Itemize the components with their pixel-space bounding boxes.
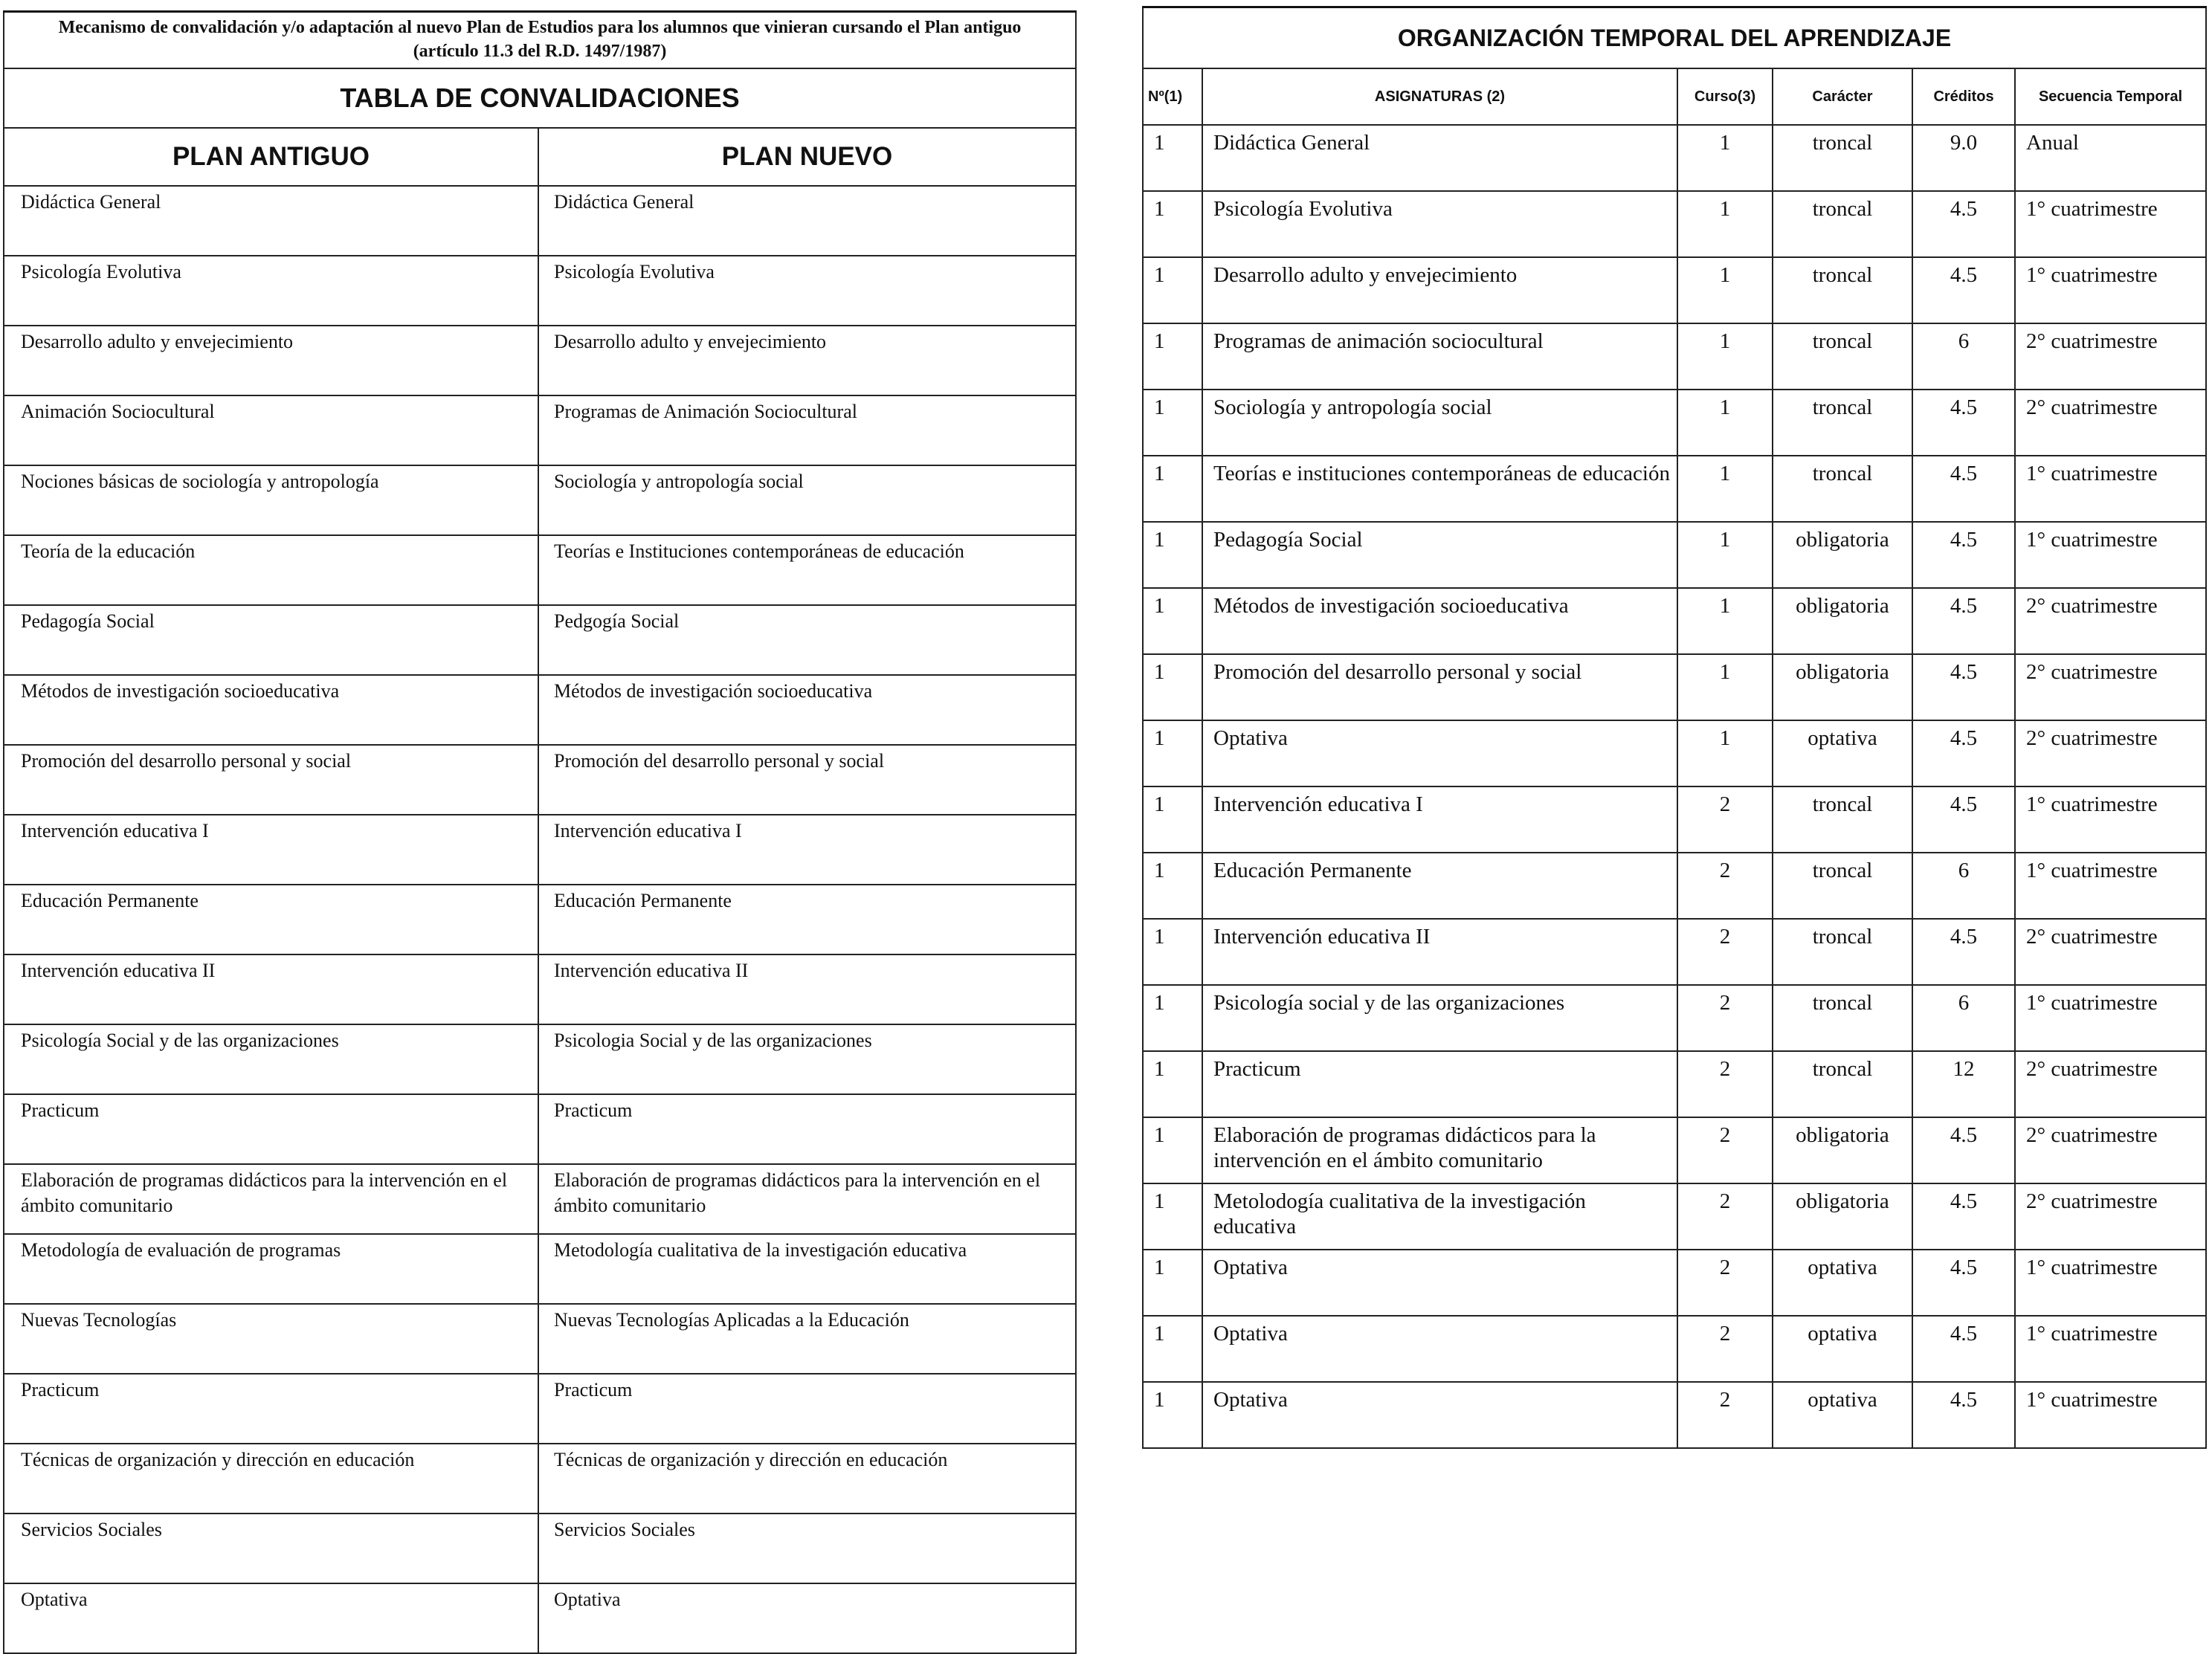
time-sequence: 1° cuatrimestre bbox=[2015, 1382, 2206, 1448]
schedule-row bbox=[1143, 985, 2206, 1051]
schedule-row bbox=[1143, 323, 2206, 390]
convalidation-row bbox=[4, 605, 1076, 675]
subject-name: Métodos de investigación socioeducativa bbox=[1202, 588, 1677, 654]
schedule-row bbox=[1143, 1250, 2206, 1316]
time-sequence: 1° cuatrimestre bbox=[2015, 985, 2206, 1051]
convalidation-row bbox=[4, 186, 1076, 256]
old-plan-subject: Educación Permanente bbox=[4, 885, 538, 954]
subject-name: Practicum bbox=[1202, 1051, 1677, 1117]
credits-value: 4.5 bbox=[1912, 1117, 2015, 1183]
subject-character: obligatoria bbox=[1773, 588, 1912, 654]
subject-character: troncal bbox=[1773, 390, 1912, 456]
course-year: 2 bbox=[1677, 1250, 1773, 1316]
subject-name: Elaboración de programas didácticos para la intervención en el ámbito comunitario bbox=[1202, 1117, 1677, 1183]
course-year: 2 bbox=[1677, 1316, 1773, 1382]
column-header-old-plan: PLAN ANTIGUO bbox=[4, 128, 538, 186]
row-number: 1 bbox=[1143, 1117, 1202, 1183]
old-plan-subject: Intervención educativa II bbox=[4, 954, 538, 1024]
schedule-row bbox=[1143, 456, 2206, 522]
schedule-table bbox=[1142, 6, 2207, 1449]
time-sequence: 2° cuatrimestre bbox=[2015, 323, 2206, 390]
subject-name: Didáctica General bbox=[1202, 125, 1677, 191]
row-number: 1 bbox=[1143, 125, 1202, 191]
course-year: 1 bbox=[1677, 191, 1773, 257]
subject-name: Pedagogía Social bbox=[1202, 522, 1677, 588]
new-plan-subject: Psicologia Social y de las organizaciones bbox=[538, 1024, 1076, 1094]
course-year: 2 bbox=[1677, 1183, 1773, 1250]
convalidation-row bbox=[4, 815, 1076, 885]
subject-character: troncal bbox=[1773, 1051, 1912, 1117]
new-plan-subject: Didáctica General bbox=[538, 186, 1076, 256]
schedule-row bbox=[1143, 522, 2206, 588]
subject-name: Promoción del desarrollo personal y social bbox=[1202, 654, 1677, 720]
new-plan-subject: Programas de Animación Sociocultural bbox=[538, 395, 1076, 465]
convalidation-row bbox=[4, 885, 1076, 954]
schedule-row bbox=[1143, 1117, 2206, 1183]
row-number: 1 bbox=[1143, 390, 1202, 456]
schedule-row bbox=[1143, 786, 2206, 853]
convalidation-rows bbox=[4, 186, 1076, 1653]
time-sequence: 1° cuatrimestre bbox=[2015, 522, 2206, 588]
convalidation-row bbox=[4, 465, 1076, 535]
new-plan-subject: Sociología y antropología social bbox=[538, 465, 1076, 535]
schedule-row bbox=[1143, 1316, 2206, 1382]
time-sequence: 2° cuatrimestre bbox=[2015, 654, 2206, 720]
row-number: 1 bbox=[1143, 919, 1202, 985]
column-header-character: Carácter bbox=[1773, 68, 1912, 125]
course-year: 2 bbox=[1677, 786, 1773, 853]
convalidation-row bbox=[4, 1444, 1076, 1514]
credits-value: 4.5 bbox=[1912, 1316, 2015, 1382]
subject-name: Optativa bbox=[1202, 720, 1677, 786]
old-plan-subject: Intervención educativa I bbox=[4, 815, 538, 885]
credits-value: 12 bbox=[1912, 1051, 2015, 1117]
row-number: 1 bbox=[1143, 1051, 1202, 1117]
row-number: 1 bbox=[1143, 786, 1202, 853]
convalidation-row bbox=[4, 1234, 1076, 1304]
row-number: 1 bbox=[1143, 191, 1202, 257]
time-sequence: 2° cuatrimestre bbox=[2015, 1183, 2206, 1250]
course-year: 1 bbox=[1677, 522, 1773, 588]
row-number: 1 bbox=[1143, 985, 1202, 1051]
credits-value: 9.0 bbox=[1912, 125, 2015, 191]
subject-character: obligatoria bbox=[1773, 522, 1912, 588]
credits-value: 6 bbox=[1912, 323, 2015, 390]
course-year: 1 bbox=[1677, 456, 1773, 522]
credits-value: 4.5 bbox=[1912, 522, 2015, 588]
old-plan-subject: Optativa bbox=[4, 1583, 538, 1653]
new-plan-subject: Psicología Evolutiva bbox=[538, 256, 1076, 326]
convalidation-row bbox=[4, 1024, 1076, 1094]
convalidation-row bbox=[4, 395, 1076, 465]
subject-name: Optativa bbox=[1202, 1250, 1677, 1316]
credits-value: 4.5 bbox=[1912, 786, 2015, 853]
subject-character: optativa bbox=[1773, 1250, 1912, 1316]
old-plan-subject: Promoción del desarrollo personal y social bbox=[4, 745, 538, 815]
course-year: 2 bbox=[1677, 853, 1773, 919]
schedule-rows bbox=[1143, 125, 2206, 1448]
credits-value: 4.5 bbox=[1912, 456, 2015, 522]
course-year: 1 bbox=[1677, 654, 1773, 720]
new-plan-subject: Desarrollo adulto y envejecimiento bbox=[538, 326, 1076, 395]
credits-value: 6 bbox=[1912, 853, 2015, 919]
old-plan-subject: Psicología Evolutiva bbox=[4, 256, 538, 326]
subject-character: optativa bbox=[1773, 1382, 1912, 1448]
convalidation-panel bbox=[3, 10, 1075, 1654]
row-number: 1 bbox=[1143, 257, 1202, 323]
row-number: 1 bbox=[1143, 522, 1202, 588]
new-plan-subject: Métodos de investigación socioeducativa bbox=[538, 675, 1076, 745]
subject-character: troncal bbox=[1773, 456, 1912, 522]
old-plan-subject: Pedagogía Social bbox=[4, 605, 538, 675]
subject-character: optativa bbox=[1773, 1316, 1912, 1382]
subject-character: optativa bbox=[1773, 720, 1912, 786]
column-header-number: Nº(1) bbox=[1143, 68, 1202, 125]
column-header-sequence: Secuencia Temporal bbox=[2015, 68, 2206, 125]
new-plan-subject: Servicios Sociales bbox=[538, 1514, 1076, 1583]
row-number: 1 bbox=[1143, 323, 1202, 390]
convalidation-row bbox=[4, 535, 1076, 605]
subject-character: obligatoria bbox=[1773, 1117, 1912, 1183]
new-plan-subject: Técnicas de organización y dirección en educación bbox=[538, 1444, 1076, 1514]
subject-character: obligatoria bbox=[1773, 1183, 1912, 1250]
credits-value: 4.5 bbox=[1912, 191, 2015, 257]
subject-character: troncal bbox=[1773, 786, 1912, 853]
time-sequence: 1° cuatrimestre bbox=[2015, 257, 2206, 323]
subject-character: troncal bbox=[1773, 985, 1912, 1051]
old-plan-subject: Desarrollo adulto y envejecimiento bbox=[4, 326, 538, 395]
time-sequence: 2° cuatrimestre bbox=[2015, 919, 2206, 985]
row-number: 1 bbox=[1143, 1183, 1202, 1250]
subject-character: troncal bbox=[1773, 191, 1912, 257]
old-plan-subject: Elaboración de programas didácticos para la intervención en el ámbito comunitario bbox=[4, 1164, 538, 1234]
subject-name: Psicología Evolutiva bbox=[1202, 191, 1677, 257]
credits-value: 4.5 bbox=[1912, 1382, 2015, 1448]
subject-name: Psicología social y de las organizaciones bbox=[1202, 985, 1677, 1051]
subject-name: Desarrollo adulto y envejecimiento bbox=[1202, 257, 1677, 323]
subject-name: Optativa bbox=[1202, 1382, 1677, 1448]
schedule-row bbox=[1143, 191, 2206, 257]
schedule-row bbox=[1143, 1382, 2206, 1448]
course-year: 1 bbox=[1677, 588, 1773, 654]
row-number: 1 bbox=[1143, 1316, 1202, 1382]
old-plan-subject: Servicios Sociales bbox=[4, 1514, 538, 1583]
column-header-subjects: ASIGNATURAS (2) bbox=[1202, 68, 1677, 125]
time-sequence: 2° cuatrimestre bbox=[2015, 390, 2206, 456]
time-sequence: 1° cuatrimestre bbox=[2015, 191, 2206, 257]
old-plan-subject: Nuevas Tecnologías bbox=[4, 1304, 538, 1374]
row-number: 1 bbox=[1143, 1382, 1202, 1448]
time-sequence: Anual bbox=[2015, 125, 2206, 191]
schedule-panel bbox=[1142, 6, 2205, 1449]
schedule-row bbox=[1143, 720, 2206, 786]
time-sequence: 1° cuatrimestre bbox=[2015, 853, 2206, 919]
old-plan-subject: Animación Sociocultural bbox=[4, 395, 538, 465]
course-year: 1 bbox=[1677, 323, 1773, 390]
row-number: 1 bbox=[1143, 588, 1202, 654]
course-year: 1 bbox=[1677, 125, 1773, 191]
schedule-row bbox=[1143, 588, 2206, 654]
credits-value: 4.5 bbox=[1912, 1250, 2015, 1316]
new-plan-subject: Optativa bbox=[538, 1583, 1076, 1653]
convalidation-row bbox=[4, 326, 1076, 395]
convalidation-table bbox=[3, 10, 1077, 1654]
course-year: 2 bbox=[1677, 1382, 1773, 1448]
subject-name: Educación Permanente bbox=[1202, 853, 1677, 919]
schedule-row bbox=[1143, 257, 2206, 323]
convalidation-row bbox=[4, 1164, 1076, 1234]
course-year: 1 bbox=[1677, 257, 1773, 323]
subject-character: troncal bbox=[1773, 125, 1912, 191]
new-plan-subject: Practicum bbox=[538, 1094, 1076, 1164]
convalidation-row bbox=[4, 745, 1076, 815]
new-plan-subject: Intervención educativa II bbox=[538, 954, 1076, 1024]
schedule-row bbox=[1143, 390, 2206, 456]
old-plan-subject: Didáctica General bbox=[4, 186, 538, 256]
time-sequence: 2° cuatrimestre bbox=[2015, 720, 2206, 786]
old-plan-subject: Practicum bbox=[4, 1374, 538, 1444]
row-number: 1 bbox=[1143, 456, 1202, 522]
convalidation-row bbox=[4, 256, 1076, 326]
subject-name: Programas de animación sociocultural bbox=[1202, 323, 1677, 390]
credits-value: 4.5 bbox=[1912, 390, 2015, 456]
schedule-title: ORGANIZACIÓN TEMPORAL DEL APRENDIZAJE bbox=[1143, 7, 2206, 69]
column-header-new-plan: PLAN NUEVO bbox=[538, 128, 1076, 186]
old-plan-subject: Practicum bbox=[4, 1094, 538, 1164]
new-plan-subject: Elaboración de programas didácticos para la intervención en el ámbito comunitario bbox=[538, 1164, 1076, 1234]
new-plan-subject: Nuevas Tecnologías Aplicadas a la Educación bbox=[538, 1304, 1076, 1374]
credits-value: 6 bbox=[1912, 985, 2015, 1051]
convalidation-row bbox=[4, 1304, 1076, 1374]
convalidation-row bbox=[4, 1374, 1076, 1444]
course-year: 2 bbox=[1677, 985, 1773, 1051]
schedule-row bbox=[1143, 1183, 2206, 1250]
new-plan-subject: Practicum bbox=[538, 1374, 1076, 1444]
credits-value: 4.5 bbox=[1912, 919, 2015, 985]
row-number: 1 bbox=[1143, 720, 1202, 786]
column-header-course: Curso(3) bbox=[1677, 68, 1773, 125]
schedule-row bbox=[1143, 1051, 2206, 1117]
old-plan-subject: Técnicas de organización y dirección en educación bbox=[4, 1444, 538, 1514]
course-year: 2 bbox=[1677, 1117, 1773, 1183]
convalidation-row bbox=[4, 1514, 1076, 1583]
subject-character: obligatoria bbox=[1773, 654, 1912, 720]
new-plan-subject: Metodología cualitativa de la investigación educativa bbox=[538, 1234, 1076, 1304]
subject-character: troncal bbox=[1773, 853, 1912, 919]
credits-value: 4.5 bbox=[1912, 720, 2015, 786]
time-sequence: 1° cuatrimestre bbox=[2015, 1316, 2206, 1382]
time-sequence: 1° cuatrimestre bbox=[2015, 786, 2206, 853]
schedule-row bbox=[1143, 654, 2206, 720]
subject-name: Sociología y antropología social bbox=[1202, 390, 1677, 456]
time-sequence: 1° cuatrimestre bbox=[2015, 1250, 2206, 1316]
old-plan-subject: Nociones básicas de sociología y antropología bbox=[4, 465, 538, 535]
course-year: 1 bbox=[1677, 390, 1773, 456]
subject-name: Intervención educativa II bbox=[1202, 919, 1677, 985]
convalidation-title: TABLA DE CONVALIDACIONES bbox=[4, 68, 1076, 128]
subject-name: Optativa bbox=[1202, 1316, 1677, 1382]
subject-name: Metolodogía cualitativa de la investigación educativa bbox=[1202, 1183, 1677, 1250]
credits-value: 4.5 bbox=[1912, 1183, 2015, 1250]
credits-value: 4.5 bbox=[1912, 654, 2015, 720]
old-plan-subject: Métodos de investigación socioeducativa bbox=[4, 675, 538, 745]
old-plan-subject: Teoría de la educación bbox=[4, 535, 538, 605]
new-plan-subject: Educación Permanente bbox=[538, 885, 1076, 954]
old-plan-subject: Psicología Social y de las organizaciones bbox=[4, 1024, 538, 1094]
new-plan-subject: Pedgogía Social bbox=[538, 605, 1076, 675]
credits-value: 4.5 bbox=[1912, 257, 2015, 323]
subject-character: troncal bbox=[1773, 919, 1912, 985]
subject-character: troncal bbox=[1773, 323, 1912, 390]
row-number: 1 bbox=[1143, 853, 1202, 919]
row-number: 1 bbox=[1143, 654, 1202, 720]
convalidation-row bbox=[4, 1583, 1076, 1653]
schedule-row bbox=[1143, 919, 2206, 985]
convalidation-row bbox=[4, 954, 1076, 1024]
subject-name: Teorías e instituciones contemporáneas de educación bbox=[1202, 456, 1677, 522]
time-sequence: 2° cuatrimestre bbox=[2015, 1117, 2206, 1183]
new-plan-subject: Promoción del desarrollo personal y social bbox=[538, 745, 1076, 815]
time-sequence: 1° cuatrimestre bbox=[2015, 456, 2206, 522]
subject-name: Intervención educativa I bbox=[1202, 786, 1677, 853]
time-sequence: 2° cuatrimestre bbox=[2015, 588, 2206, 654]
time-sequence: 2° cuatrimestre bbox=[2015, 1051, 2206, 1117]
new-plan-subject: Intervención educativa I bbox=[538, 815, 1076, 885]
credits-value: 4.5 bbox=[1912, 588, 2015, 654]
intro-note: Mecanismo de convalidación y/o adaptación al nuevo Plan de Estudios para los alumnos que vinieran cursando el Plan antiguo (artículo 11.3 del R.D. 1497/1987) bbox=[4, 12, 1076, 69]
convalidation-row bbox=[4, 675, 1076, 745]
row-number: 1 bbox=[1143, 1250, 1202, 1316]
schedule-row bbox=[1143, 853, 2206, 919]
convalidation-row bbox=[4, 1094, 1076, 1164]
column-header-credits: Créditos bbox=[1912, 68, 2015, 125]
schedule-row bbox=[1143, 125, 2206, 191]
new-plan-subject: Teorías e Instituciones contemporáneas de educación bbox=[538, 535, 1076, 605]
course-year: 1 bbox=[1677, 720, 1773, 786]
subject-character: troncal bbox=[1773, 257, 1912, 323]
course-year: 2 bbox=[1677, 1051, 1773, 1117]
course-year: 2 bbox=[1677, 919, 1773, 985]
old-plan-subject: Metodología de evaluación de programas bbox=[4, 1234, 538, 1304]
